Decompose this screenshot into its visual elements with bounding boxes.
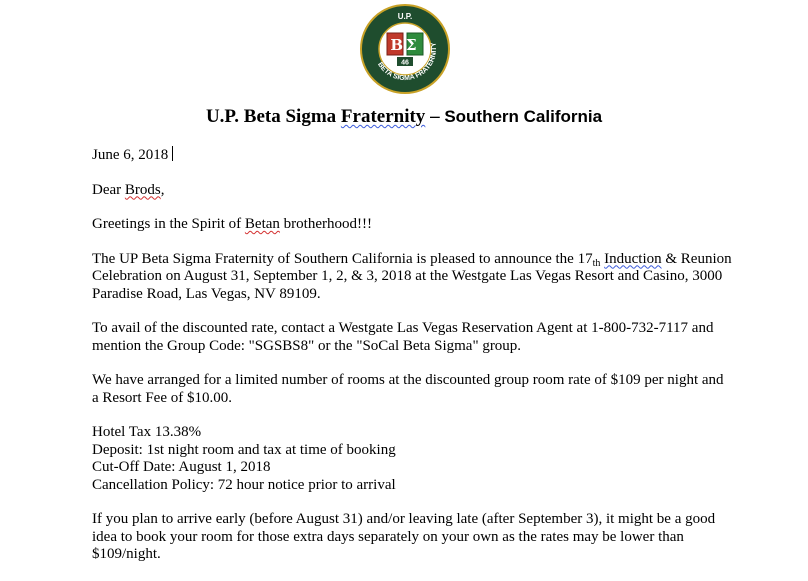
hotel-tax: Hotel Tax 13.38% [92, 424, 202, 440]
fraternity-seal [360, 4, 450, 94]
cutoff-date: Cut-Off Date: August 1, 2018 [92, 459, 271, 475]
letter-date: June 6, 2018 [92, 146, 732, 165]
early-late-info: If you plan to arrive early (before August 31) and/or leaving late (after September 3), it might be a good idea to book your room for those extra days separately on your own as the rates may be lower than $109/night. [92, 511, 716, 562]
title-fraternity: Fraternity [340, 106, 426, 127]
letter-body [92, 146, 732, 581]
seal-letters: BΣ [390, 36, 420, 54]
title-dash: – [430, 106, 440, 127]
title-part1: U.P. Beta Sigma [205, 106, 337, 127]
rooms-info: We have arranged for a limited number of rooms at the discounted group room rate of $109 per night and a Resort Fee of $10.00. [92, 372, 724, 406]
booking-details [92, 424, 732, 494]
cancellation-policy: Cancellation Policy: 72 hour notice prior to arrival [92, 476, 396, 493]
greeting: Greetings in the Spirit of Betan brotherhood!!! [92, 216, 372, 232]
seal-top-text: U.P. [397, 12, 413, 21]
page-title [0, 106, 808, 128]
rate-info: To avail of the discounted rate, contact a Westgate Las Vegas Reservation Agent at 1-800-732-7117 and mention the Group Code: "SGSBS8" or the "SoCal Beta Sigma" group. [92, 320, 714, 354]
announcement: The UP Beta Sigma Fraternity of Southern California is pleased to announce the $17_{th}$ Induction & Reunion Celebration on August 31, September 1, 2, & 3, 2018 at the Westgate Las Vegas Resort and Casino, 3000 Paradise Road, Las Vegas, NV 89109. [92, 250, 732, 302]
seal-ring-text: BETA SIGMA FRATERNITY [376, 41, 439, 83]
deposit: Deposit: 1st night room and tax at time of booking [92, 441, 396, 458]
title-part2: Southern California [444, 107, 603, 126]
salutation: Dear Brods, [92, 181, 165, 198]
seal-number: 46 [401, 59, 409, 67]
text-cursor [172, 146, 173, 161]
